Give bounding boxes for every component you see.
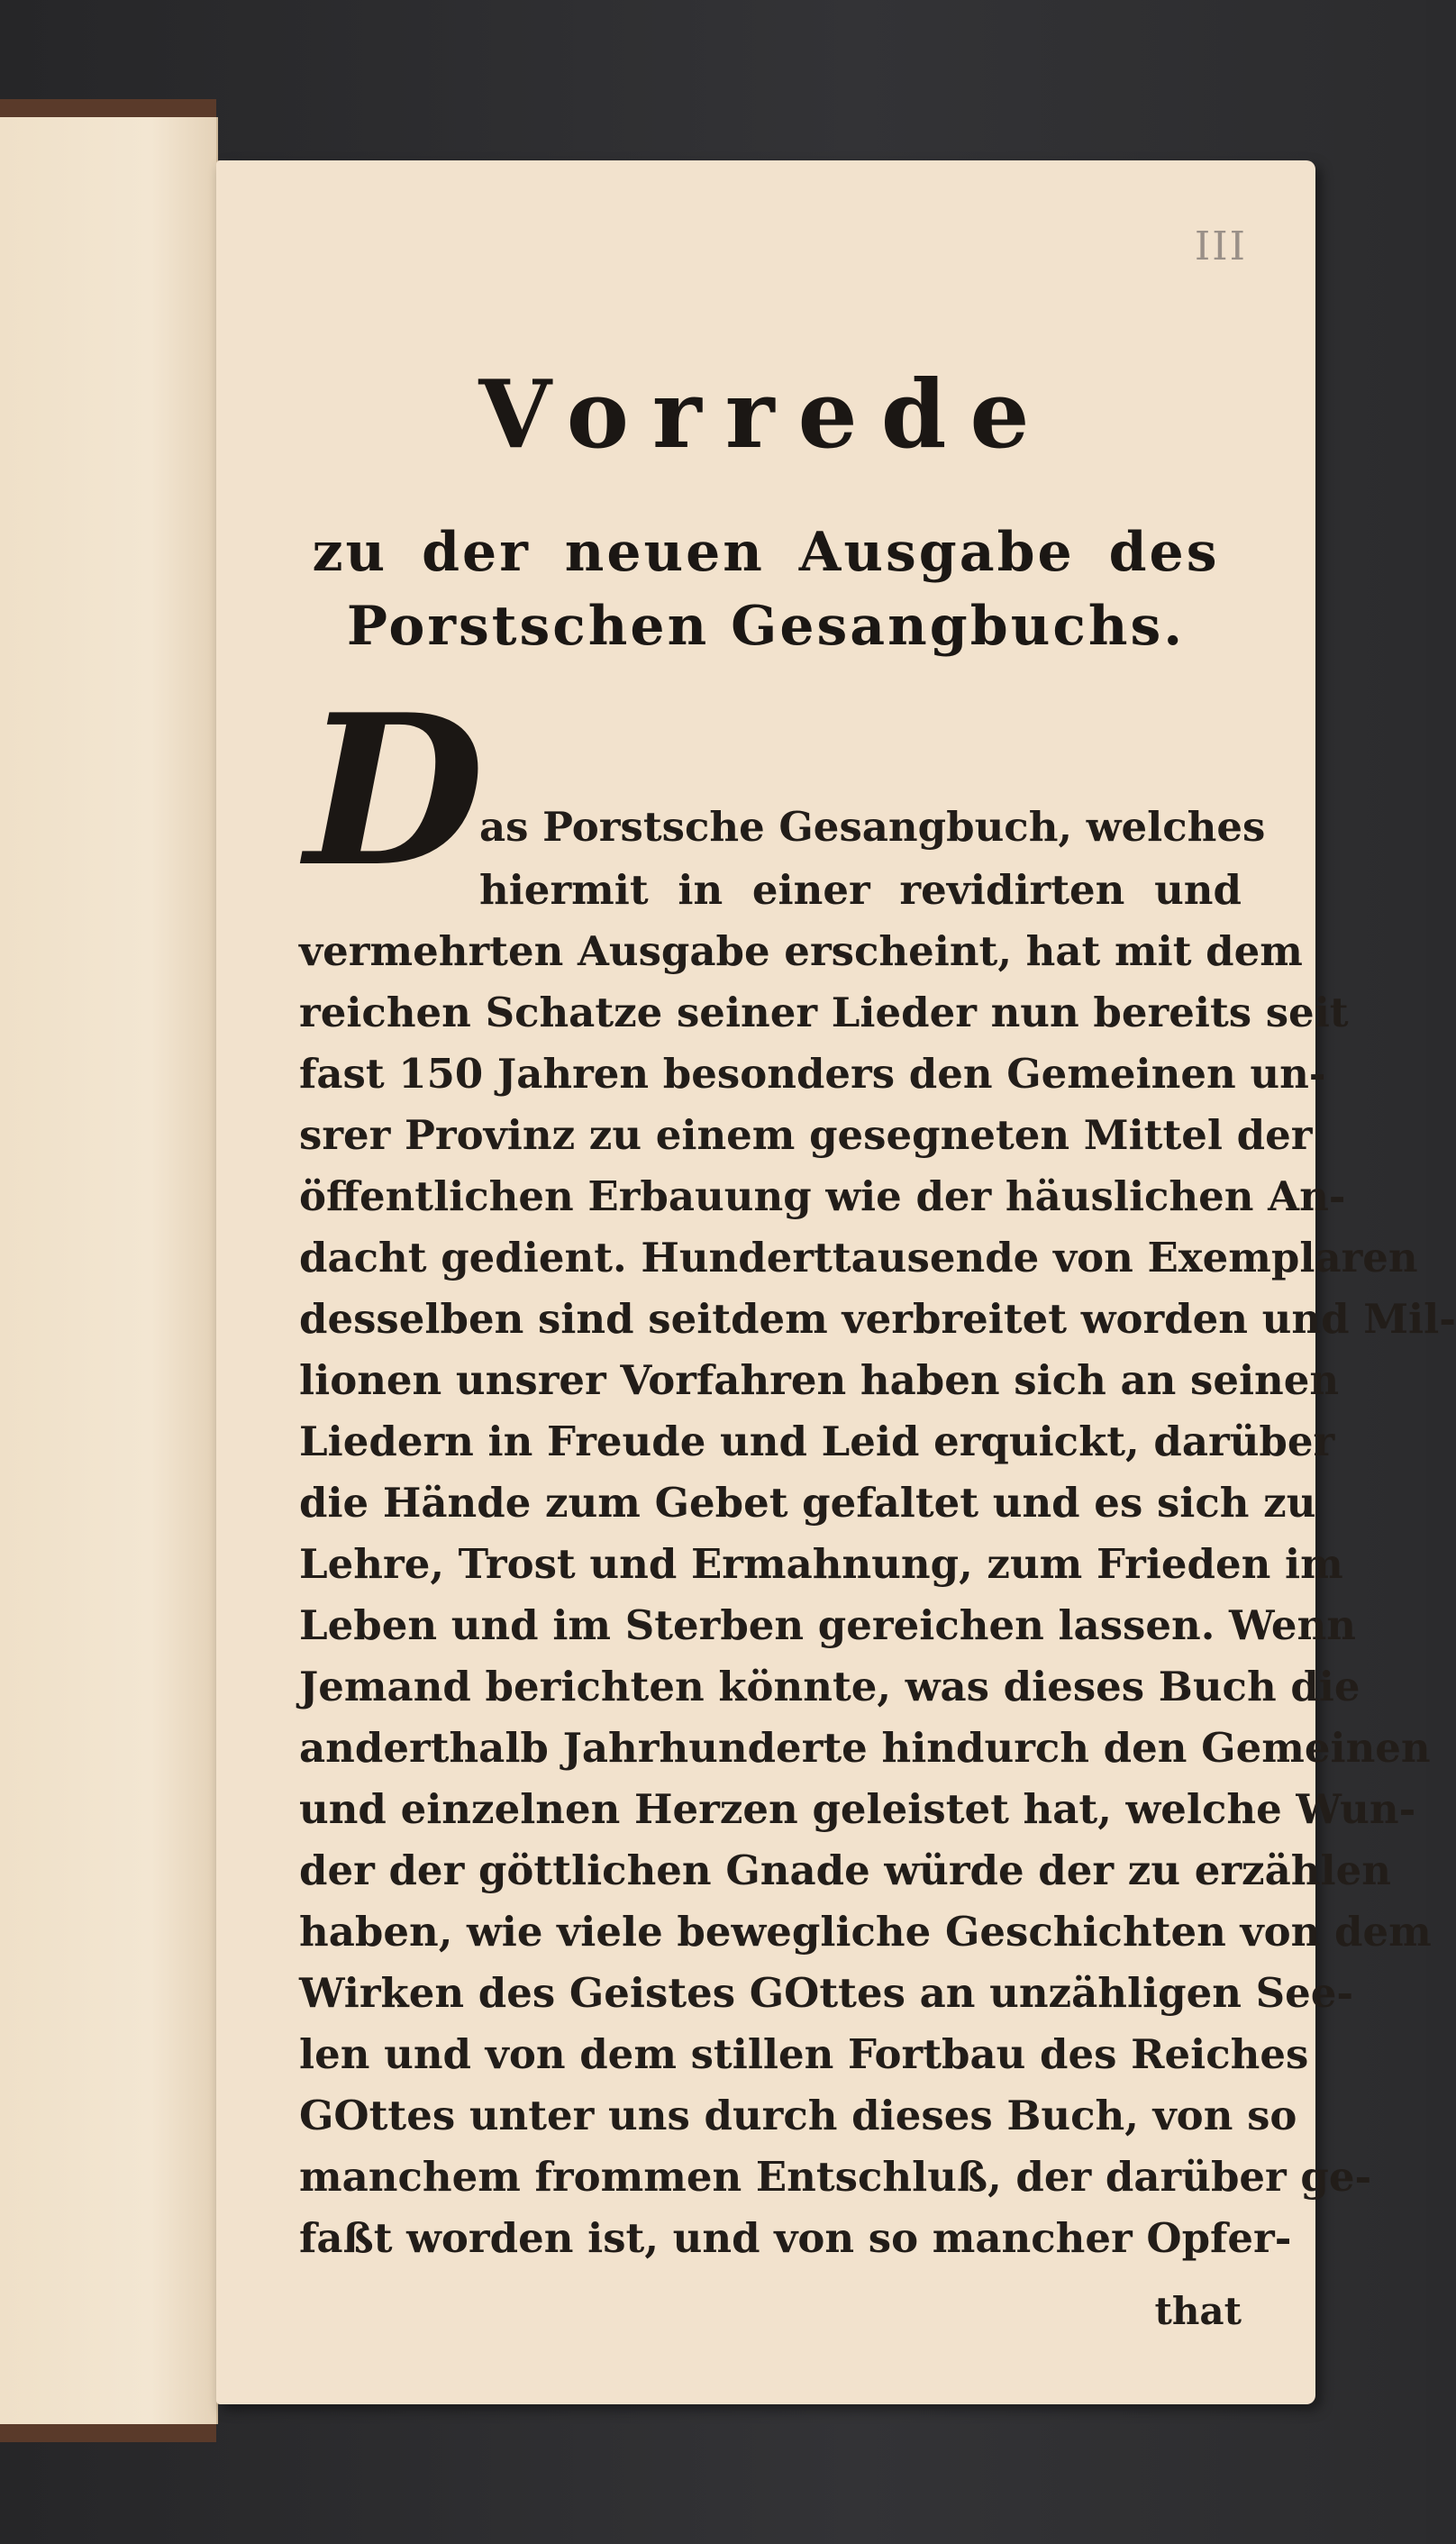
text-line: Lehre, Trost und Ermahnung, zum Frieden im xyxy=(299,1540,1343,1588)
text-line: faßt worden ist, und von so mancher Opfer- xyxy=(299,2214,1292,2262)
text-line: vermehrten Ausgabe erscheint, hat mit dem xyxy=(299,927,1303,975)
text-line: as Porstsche Gesangbuch, welches xyxy=(479,803,1266,851)
text-line: srer Provinz zu einem gesegneten Mittel der xyxy=(299,1111,1313,1159)
text-line: anderthalb Jahrhunderte hindurch den Gemeinen xyxy=(299,1724,1431,1772)
text-line: fast 150 Jahren besonders den Gemeinen un- xyxy=(299,1050,1326,1098)
text-line: GOttes unter uns durch dieses Buch, von so xyxy=(299,2092,1297,2139)
text-line: haben, wie viele bewegliche Geschichten von dem xyxy=(299,1908,1432,1956)
text-line: desselben sind seitdem verbreitet worden und Mil- xyxy=(299,1295,1456,1343)
text-line: reichen Schatze seiner Lieder nun bereits seit xyxy=(299,989,1349,1036)
text-line: Jemand berichten könnte, was dieses Buch die xyxy=(299,1663,1360,1710)
text-line: len und von dem stillen Fortbau des Reiches xyxy=(299,2030,1309,2078)
text-line: und einzelnen Herzen geleistet hat, welche Wun- xyxy=(299,1785,1416,1833)
text-line: lionen unsrer Vorfahren haben sich an seinen xyxy=(299,1356,1340,1404)
text-line: hiermit in einer revidirten und xyxy=(479,866,1242,914)
left-page xyxy=(0,117,218,2424)
book-page xyxy=(216,160,1456,2404)
catchword: that xyxy=(1154,2289,1242,2333)
text-line: Wirken des Geistes GOttes an unzähligen See- xyxy=(299,1969,1354,2017)
text-line: Leben und im Sterben gereichen lassen. Wenn xyxy=(299,1601,1356,1649)
text-line: dacht gedient. Hunderttausende von Exemplaren xyxy=(299,1234,1418,1281)
page-number: III xyxy=(1194,223,1248,269)
drop-cap: D xyxy=(305,670,485,913)
text-line: Liedern in Freude und Leid erquickt, darüber xyxy=(299,1418,1335,1465)
text-line: die Hände zum Gebet gefaltet und es sich zu xyxy=(299,1479,1316,1527)
subtitle-line-2: Porstschen Gesangbuchs. xyxy=(346,595,1186,658)
subtitle-line-1: zu der neuen Ausgabe des xyxy=(312,521,1220,584)
text-line: öffentlichen Erbauung wie der häuslichen An- xyxy=(299,1172,1346,1220)
text-line: der der göttlichen Gnade würde der zu erzählen xyxy=(299,1846,1391,1894)
page-title: Vorrede xyxy=(478,359,1053,470)
text-line: manchem frommen Entschluß, der darüber ge- xyxy=(299,2153,1372,2201)
